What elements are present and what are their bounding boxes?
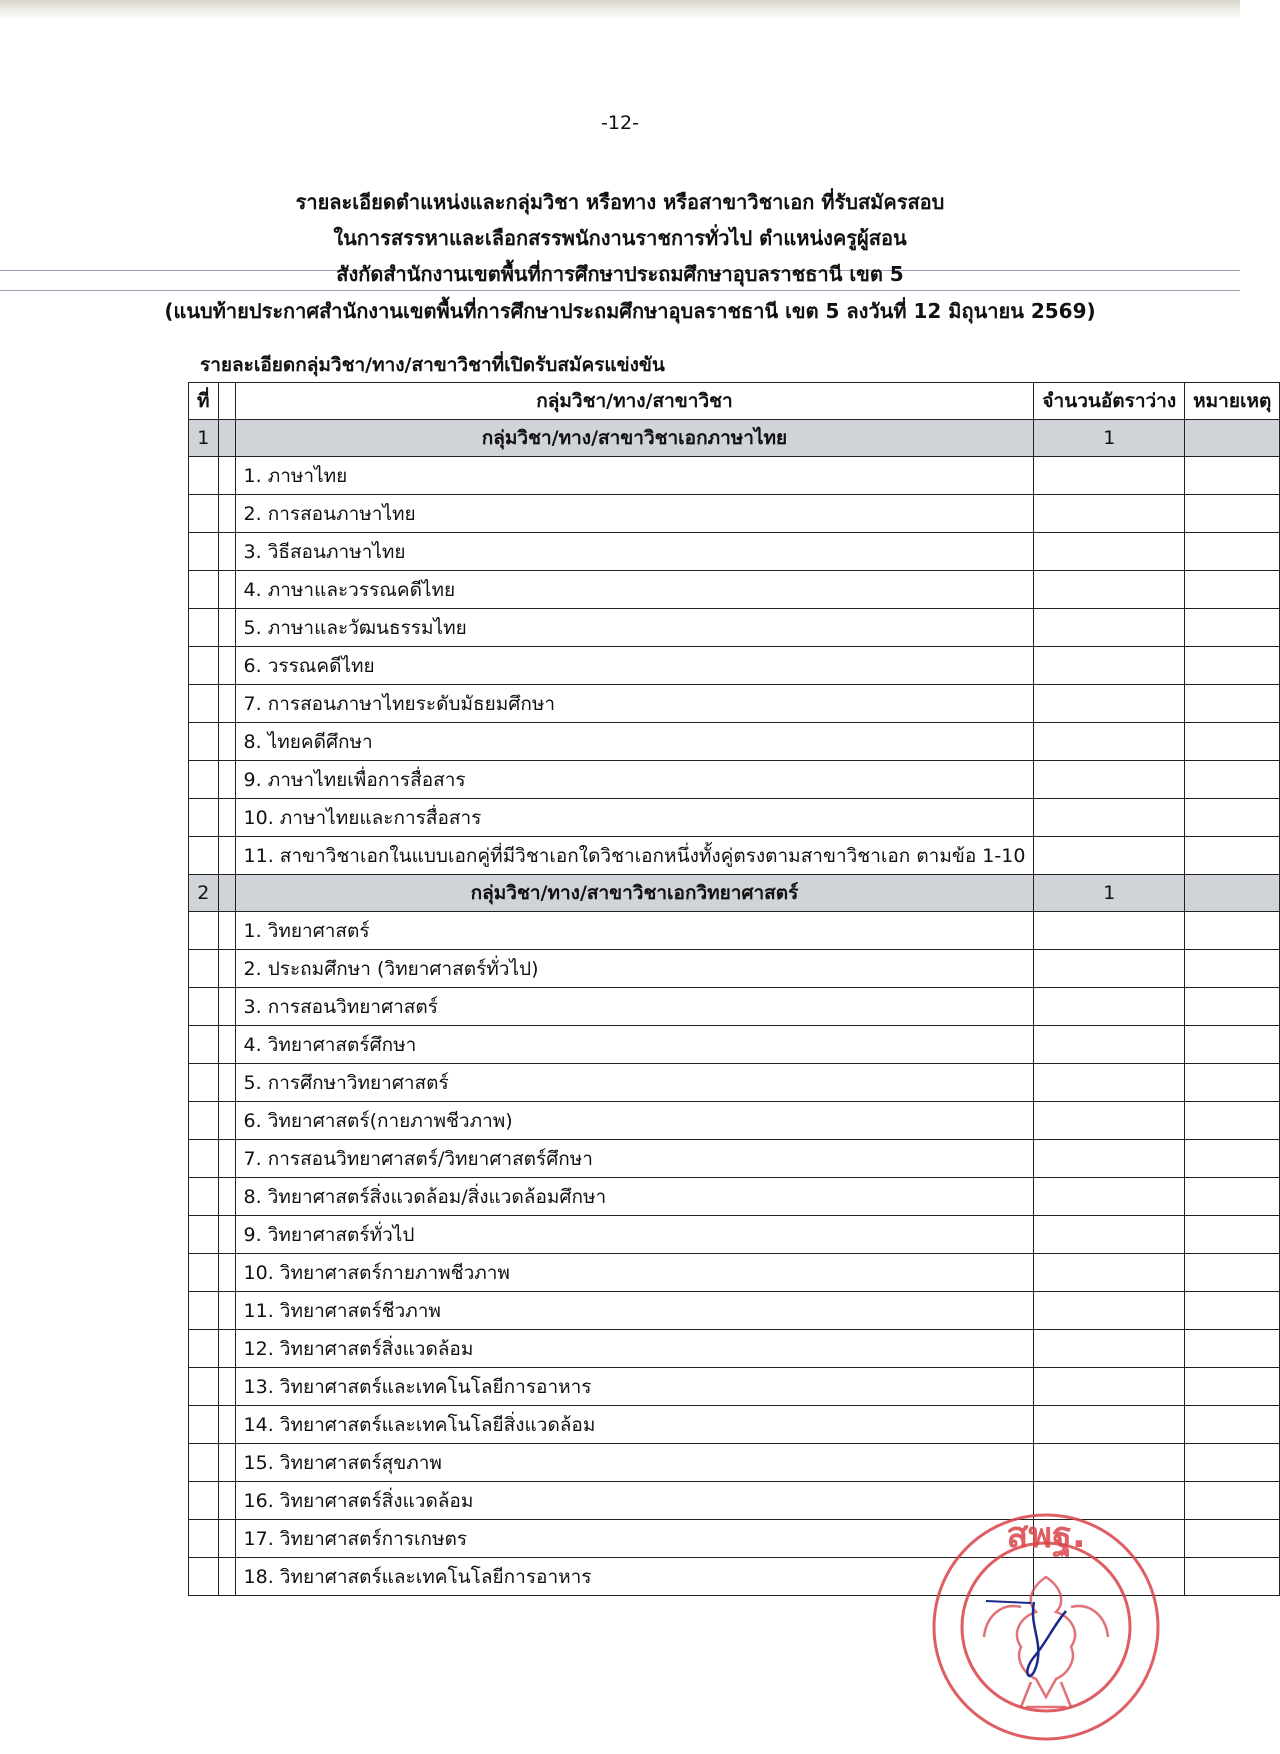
vacancies-cell <box>1034 685 1185 723</box>
empty-cell <box>189 1254 219 1292</box>
empty-cell <box>218 988 235 1026</box>
document-title-line-2: ในการสรรหาและเลือกสรรพนักงานราชการทั่วไป ตำแหน่งครูผู้สอน <box>333 226 907 250</box>
empty-cell <box>218 723 235 761</box>
subject-item: 8. ไทยคดีศึกษา <box>235 723 1034 761</box>
vacancies-cell <box>1034 1292 1185 1330</box>
scan-edge-strip <box>0 0 1240 20</box>
remarks-cell <box>1185 799 1280 837</box>
empty-cell <box>218 1444 235 1482</box>
vacancies-cell <box>1034 457 1185 495</box>
header-no: ที่ <box>189 383 219 420</box>
table-row <box>189 912 1280 950</box>
empty-cell <box>218 1558 235 1596</box>
table-row <box>189 1064 1280 1102</box>
vacancies-cell <box>1034 1368 1185 1406</box>
empty-cell <box>218 1482 235 1520</box>
table-row <box>189 1444 1280 1482</box>
table-row <box>189 457 1280 495</box>
empty-cell <box>189 799 219 837</box>
vacancies-cell <box>1034 1064 1185 1102</box>
table-row <box>189 1216 1280 1254</box>
table-row <box>189 723 1280 761</box>
remarks-cell <box>1185 457 1280 495</box>
group-vacancies: 1 <box>1034 420 1185 457</box>
subject-item: 7. การสอนวิทยาศาสตร์/วิทยาศาสตร์ศึกษา <box>235 1140 1034 1178</box>
header-vacancies: จำนวนอัตราว่าง <box>1034 383 1185 420</box>
page-number: -12- <box>601 112 639 134</box>
empty-cell <box>189 1102 219 1140</box>
empty-cell <box>189 761 219 799</box>
empty-cell <box>218 420 235 457</box>
table-row <box>189 685 1280 723</box>
table-body <box>189 420 1280 1596</box>
remarks-cell <box>1185 1026 1280 1064</box>
header-subject: กลุ่มวิชา/ทาง/สาขาวิชา <box>235 383 1034 420</box>
empty-cell <box>218 1140 235 1178</box>
header-blank <box>218 383 235 420</box>
empty-cell <box>218 647 235 685</box>
subject-item: 3. วิธีสอนภาษาไทย <box>235 533 1034 571</box>
document-title-line-4: (แนบท้ายประกาศสำนักงานเขตพื้นที่การศึกษาประถมศึกษาอุบลราชธานี เขต 5 ลงวันที่ 12 มิถุนายน 2569) <box>164 299 1096 323</box>
empty-cell <box>189 1330 219 1368</box>
empty-cell <box>218 1406 235 1444</box>
empty-cell <box>189 1140 219 1178</box>
header-remarks: หมายเหตุ <box>1185 383 1280 420</box>
remarks-cell <box>1185 495 1280 533</box>
table-row <box>189 837 1280 875</box>
vacancies-cell <box>1034 837 1185 875</box>
remarks-cell <box>1185 1520 1280 1558</box>
empty-cell <box>218 1064 235 1102</box>
empty-cell <box>189 457 219 495</box>
subject-item: 6. วรรณคดีไทย <box>235 647 1034 685</box>
table-row <box>189 1102 1280 1140</box>
remarks-cell <box>1185 1254 1280 1292</box>
subject-item: 16. วิทยาศาสตร์สิ่งแวดล้อม <box>235 1482 1034 1520</box>
remarks-cell <box>1185 609 1280 647</box>
table-header-row <box>189 383 1280 420</box>
subject-item: 2. การสอนภาษาไทย <box>235 495 1034 533</box>
table-row <box>189 1140 1280 1178</box>
empty-cell <box>189 950 219 988</box>
empty-cell <box>189 495 219 533</box>
subject-item: 1. วิทยาศาสตร์ <box>235 912 1034 950</box>
subject-table <box>188 382 1280 1596</box>
table-row <box>189 1368 1280 1406</box>
remarks-cell <box>1185 912 1280 950</box>
empty-cell <box>218 761 235 799</box>
vacancies-cell <box>1034 1026 1185 1064</box>
empty-cell <box>189 912 219 950</box>
vacancies-cell <box>1034 1178 1185 1216</box>
remarks-cell <box>1185 875 1280 912</box>
vacancies-cell <box>1034 723 1185 761</box>
remarks-cell <box>1185 647 1280 685</box>
remarks-cell <box>1185 988 1280 1026</box>
document-title-line-3: สังกัดสำนักงานเขตพื้นที่การศึกษาประถมศึกษาอุบลราชธานี เขต 5 <box>336 262 904 286</box>
empty-cell <box>189 1292 219 1330</box>
empty-cell <box>218 875 235 912</box>
table-row <box>189 799 1280 837</box>
group-vacancies: 1 <box>1034 875 1185 912</box>
table-row <box>189 1406 1280 1444</box>
group-number: 1 <box>189 420 219 457</box>
document-title-line-1: รายละเอียดตำแหน่งและกลุ่มวิชา หรือทาง หรือสาขาวิชาเอก ที่รับสมัครสอบ <box>295 190 945 214</box>
remarks-cell <box>1185 1482 1280 1520</box>
empty-cell <box>189 609 219 647</box>
remarks-cell <box>1185 1292 1280 1330</box>
empty-cell <box>189 1064 219 1102</box>
empty-cell <box>189 1216 219 1254</box>
empty-cell <box>218 685 235 723</box>
table-row <box>189 761 1280 799</box>
remarks-cell <box>1185 1216 1280 1254</box>
empty-cell <box>218 1520 235 1558</box>
empty-cell <box>218 1292 235 1330</box>
subject-item: 17. วิทยาศาสตร์การเกษตร <box>235 1520 1034 1558</box>
empty-cell <box>189 1178 219 1216</box>
remarks-cell <box>1185 1064 1280 1102</box>
remarks-cell <box>1185 1330 1280 1368</box>
subject-item: 5. ภาษาและวัฒนธรรมไทย <box>235 609 1034 647</box>
scan-rule-line <box>0 290 1240 291</box>
empty-cell <box>189 1026 219 1064</box>
table-row <box>189 1178 1280 1216</box>
subject-item: 4. วิทยาศาสตร์ศึกษา <box>235 1026 1034 1064</box>
vacancies-cell <box>1034 950 1185 988</box>
remarks-cell <box>1185 420 1280 457</box>
empty-cell <box>189 1444 219 1482</box>
vacancies-cell <box>1034 1330 1185 1368</box>
empty-cell <box>189 533 219 571</box>
group-title: กลุ่มวิชา/ทาง/สาขาวิชาเอกภาษาไทย <box>235 420 1034 457</box>
table-row <box>189 647 1280 685</box>
vacancies-cell <box>1034 609 1185 647</box>
subject-item: 4. ภาษาและวรรณคดีไทย <box>235 571 1034 609</box>
vacancies-cell <box>1034 571 1185 609</box>
remarks-cell <box>1185 761 1280 799</box>
table-row <box>189 1292 1280 1330</box>
remarks-cell <box>1185 685 1280 723</box>
empty-cell <box>189 647 219 685</box>
subject-item: 10. วิทยาศาสตร์กายภาพชีวภาพ <box>235 1254 1034 1292</box>
vacancies-cell <box>1034 533 1185 571</box>
empty-cell <box>218 837 235 875</box>
vacancies-cell <box>1034 1140 1185 1178</box>
subject-item: 8. วิทยาศาสตร์สิ่งแวดล้อม/สิ่งแวดล้อมศึกษา <box>235 1178 1034 1216</box>
empty-cell <box>218 912 235 950</box>
subject-item: 13. วิทยาศาสตร์และเทคโนโลยีการอาหาร <box>235 1368 1034 1406</box>
vacancies-cell <box>1034 1102 1185 1140</box>
remarks-cell <box>1185 950 1280 988</box>
official-seal-stamp <box>926 1507 1166 1747</box>
empty-cell <box>218 1216 235 1254</box>
subject-item: 14. วิทยาศาสตร์และเทคโนโลยีสิ่งแวดล้อม <box>235 1406 1034 1444</box>
subject-item: 10. ภาษาไทยและการสื่อสาร <box>235 799 1034 837</box>
subject-item: 9. วิทยาศาสตร์ทั่วไป <box>235 1216 1034 1254</box>
vacancies-cell <box>1034 988 1185 1026</box>
table-row <box>189 495 1280 533</box>
group-row <box>189 875 1280 912</box>
subject-item: 9. ภาษาไทยเพื่อการสื่อสาร <box>235 761 1034 799</box>
remarks-cell <box>1185 1406 1280 1444</box>
table-row <box>189 1330 1280 1368</box>
empty-cell <box>218 1368 235 1406</box>
empty-cell <box>189 571 219 609</box>
stamp-top-text: สพฐ. <box>1006 1515 1086 1556</box>
empty-cell <box>218 1254 235 1292</box>
remarks-cell <box>1185 1558 1280 1596</box>
empty-cell <box>189 1368 219 1406</box>
empty-cell <box>218 799 235 837</box>
vacancies-cell <box>1034 799 1185 837</box>
subject-item: 11. วิทยาศาสตร์ชีวภาพ <box>235 1292 1034 1330</box>
table-row <box>189 571 1280 609</box>
subject-item: 5. การศึกษาวิทยาศาสตร์ <box>235 1064 1034 1102</box>
group-row <box>189 420 1280 457</box>
empty-cell <box>189 1406 219 1444</box>
subject-item: 12. วิทยาศาสตร์สิ่งแวดล้อม <box>235 1330 1034 1368</box>
empty-cell <box>189 1558 219 1596</box>
subject-item: 1. ภาษาไทย <box>235 457 1034 495</box>
empty-cell <box>218 571 235 609</box>
empty-cell <box>218 457 235 495</box>
remarks-cell <box>1185 571 1280 609</box>
subject-item: 11. สาขาวิชาเอกในแบบเอกคู่ที่มีวิชาเอกใดวิชาเอกหนึ่งทั้งคู่ตรงตามสาขาวิชาเอก ตามข้อ 1-10 <box>235 837 1034 875</box>
empty-cell <box>189 1482 219 1520</box>
remarks-cell <box>1185 1368 1280 1406</box>
subject-item: 18. วิทยาศาสตร์และเทคโนโลยีการอาหาร <box>235 1558 1034 1596</box>
empty-cell <box>189 685 219 723</box>
vacancies-cell <box>1034 1216 1185 1254</box>
empty-cell <box>218 1178 235 1216</box>
group-number: 2 <box>189 875 219 912</box>
empty-cell <box>218 1102 235 1140</box>
vacancies-cell <box>1034 1254 1185 1292</box>
remarks-cell <box>1185 1178 1280 1216</box>
remarks-cell <box>1185 533 1280 571</box>
empty-cell <box>218 950 235 988</box>
empty-cell <box>218 609 235 647</box>
table-row <box>189 1254 1280 1292</box>
table-row <box>189 533 1280 571</box>
empty-cell <box>218 1026 235 1064</box>
subject-item: 6. วิทยาศาสตร์(กายภาพชีวภาพ) <box>235 1102 1034 1140</box>
table-row <box>189 950 1280 988</box>
remarks-cell <box>1185 1102 1280 1140</box>
remarks-cell <box>1185 723 1280 761</box>
table-row <box>189 988 1280 1026</box>
remarks-cell <box>1185 1140 1280 1178</box>
subject-item: 2. ประถมศึกษา (วิทยาศาสตร์ทั่วไป) <box>235 950 1034 988</box>
remarks-cell <box>1185 1444 1280 1482</box>
subject-item: 3. การสอนวิทยาศาสตร์ <box>235 988 1034 1026</box>
subject-item: 7. การสอนภาษาไทยระดับมัธยมศึกษา <box>235 685 1034 723</box>
empty-cell <box>189 723 219 761</box>
table-row <box>189 609 1280 647</box>
vacancies-cell <box>1034 912 1185 950</box>
empty-cell <box>218 533 235 571</box>
empty-cell <box>189 837 219 875</box>
empty-cell <box>189 988 219 1026</box>
empty-cell <box>218 495 235 533</box>
empty-cell <box>218 1330 235 1368</box>
remarks-cell <box>1185 837 1280 875</box>
subject-item: 15. วิทยาศาสตร์สุขภาพ <box>235 1444 1034 1482</box>
vacancies-cell <box>1034 495 1185 533</box>
table-row <box>189 1026 1280 1064</box>
section-label: รายละเอียดกลุ่มวิชา/ทาง/สาขาวิชาที่เปิดรับสมัครแข่งขัน <box>200 354 665 376</box>
vacancies-cell <box>1034 1444 1185 1482</box>
group-title: กลุ่มวิชา/ทาง/สาขาวิชาเอกวิทยาศาสตร์ <box>235 875 1034 912</box>
vacancies-cell <box>1034 761 1185 799</box>
empty-cell <box>189 1520 219 1558</box>
vacancies-cell <box>1034 1406 1185 1444</box>
vacancies-cell <box>1034 647 1185 685</box>
